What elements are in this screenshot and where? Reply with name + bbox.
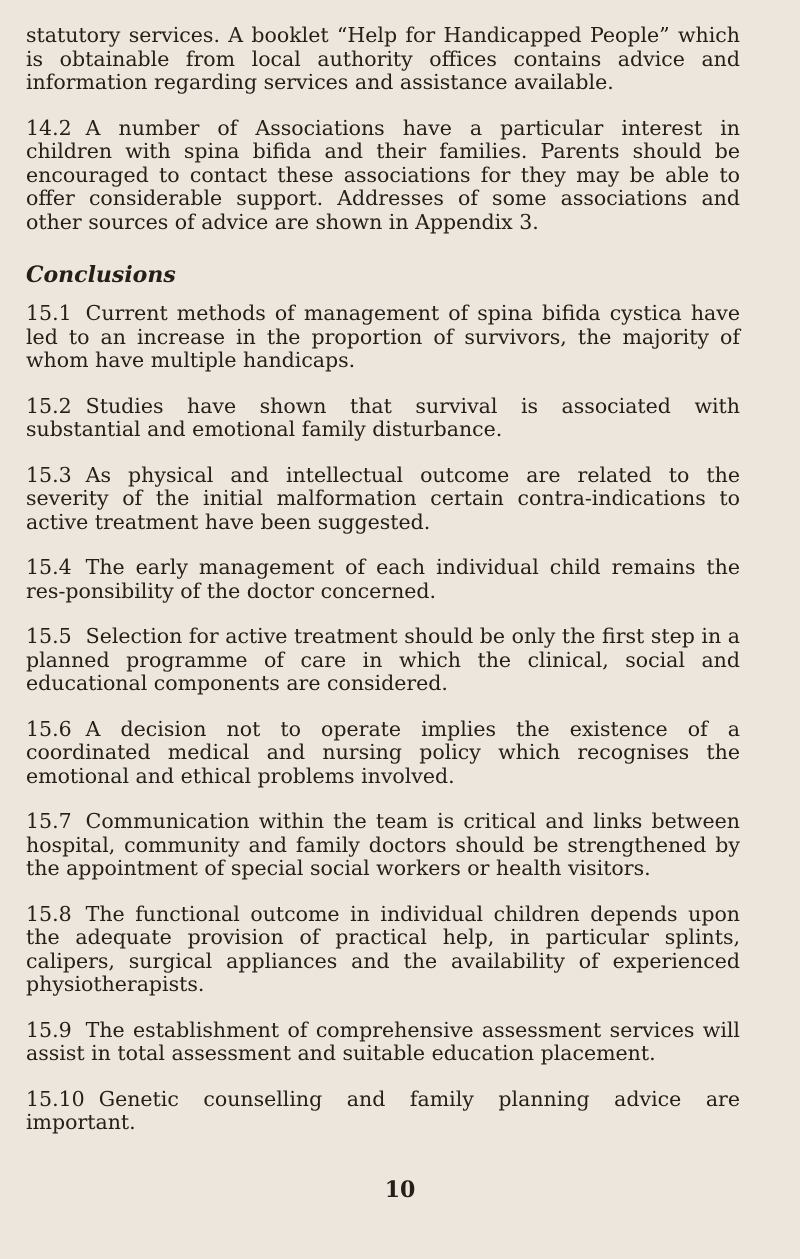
conclusion-item xyxy=(26,556,740,603)
conclusion-item xyxy=(26,395,740,442)
paragraph-number: 15.2 xyxy=(26,393,72,418)
paragraph-text: Selection for active treatment should be only the first step in a planned programme of care in which the clinical, social and educational components are considered. xyxy=(26,624,740,695)
paragraph-text: Current methods of management of spina bifida cystica have led to an increase in the proportion of survivors, the majority of whom have multiple handicaps. xyxy=(26,301,740,372)
conclusion-item xyxy=(26,1019,740,1066)
paragraph-text: The establishment of comprehensive assessment services will assist in total assessment and suitable education placement. xyxy=(26,1017,740,1065)
intro-paragraph: statutory services. A booklet “Help for Handicapped People” which is obtainable from local authority offices contains advice and information regarding services and assistance available. xyxy=(26,23,740,94)
paragraph-text: Communication within the team is critical and links between hospital, community and family doctors should be strengthened by the appointment of special social workers or health visitors. xyxy=(26,809,740,880)
page-number: 10 xyxy=(384,1177,416,1203)
conclusion-item xyxy=(26,625,740,696)
paragraph-text: The functional outcome in individual children depends upon the adequate provision of practical help, in particular splints, calipers, surgical appliances and the availability of experienced physiotherapists. xyxy=(26,901,740,996)
paragraph-number: 14.2 xyxy=(26,115,72,140)
paragraph-number: 15.3 xyxy=(26,462,72,487)
conclusion-item xyxy=(26,302,740,373)
paragraph-number: 15.10 xyxy=(26,1086,85,1111)
paragraph-14-2 xyxy=(26,117,740,235)
paragraph-number: 15.9 xyxy=(26,1017,72,1042)
text-column xyxy=(26,24,740,1157)
conclusion-item xyxy=(26,810,740,881)
paragraph-text: A number of Associations have a particular interest in children with spina bifida and their families. Parents should be encouraged to contact these associations for they may be able to offer considerable support. Addresses of some associations and other sources of advice are shown in Appendix 3. xyxy=(26,115,740,234)
paragraph-number: 15.1 xyxy=(26,301,72,325)
paragraph-number: 15.8 xyxy=(26,901,72,926)
section-heading: Conclusions xyxy=(26,262,176,288)
paragraph-number: 15.7 xyxy=(26,809,72,833)
paragraph-text: Genetic counselling and family planning advice are important. xyxy=(26,1086,740,1134)
paragraph-text: A decision not to operate implies the existence of a coordinated medical and nursing policy which recognises the emotional and ethical problems involved. xyxy=(26,716,740,788)
conclusion-item xyxy=(26,903,740,997)
paragraph-number: 15.6 xyxy=(26,716,72,741)
paragraph-number: 15.4 xyxy=(26,555,72,579)
paragraph-number: 15.5 xyxy=(26,624,72,648)
conclusions-list xyxy=(26,302,740,1135)
conclusion-item xyxy=(26,464,740,535)
conclusion-item xyxy=(26,1088,740,1135)
paragraph-text: Studies have shown that survival is associated with substantial and emotional family disturbance. xyxy=(26,393,740,441)
paragraph-text: The early management of each individual child remains the res-ponsibility of the doctor concerned. xyxy=(26,555,740,603)
paragraph-text: As physical and intellectual outcome are related to the severity of the initial malformation certain contra-indications to active treatment have been suggested. xyxy=(26,462,740,534)
conclusion-item xyxy=(26,718,740,789)
